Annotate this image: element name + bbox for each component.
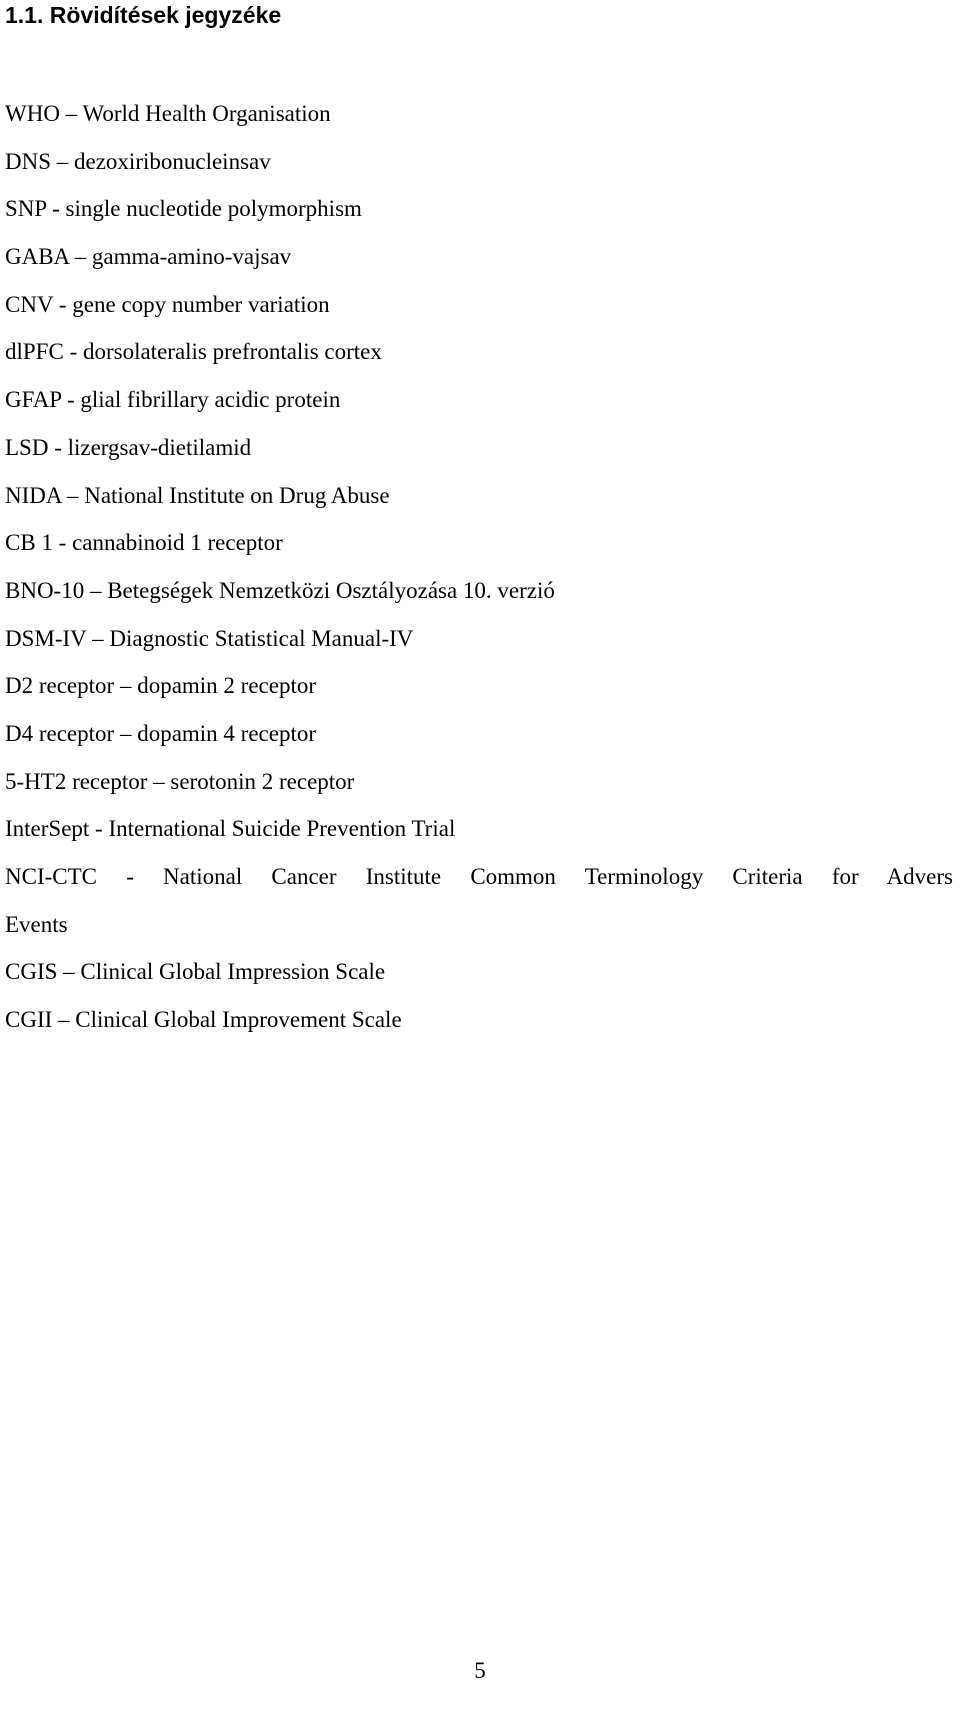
- abbreviation-item: DSM-IV – Diagnostic Statistical Manual-IV: [5, 625, 414, 651]
- abbreviation-item: LSD - lizergsav-dietilamid: [5, 434, 252, 460]
- abbreviation-item: BNO-10 – Betegségek Nemzetközi Osztályozása 10. verzió: [5, 577, 555, 603]
- abbreviation-item: CGIS – Clinical Global Impression Scale: [5, 959, 386, 985]
- abbreviation-item: dlPFC - dorsolateralis prefrontalis cortex: [5, 339, 382, 365]
- abbreviation-list: [5, 90, 953, 1044]
- abbreviation-item: D2 receptor – dopamin 2 receptor: [5, 673, 317, 699]
- abbreviation-item: D4 receptor – dopamin 4 receptor: [5, 720, 317, 746]
- abbreviation-item: DNS – dezoxiribonucleinsav: [5, 148, 271, 174]
- abbreviation-item: GFAP - glial fibrillary acidic protein: [5, 387, 341, 413]
- abbreviation-item: WHO – World Health Organisation: [5, 101, 331, 126]
- abbreviation-item: CNV - gene copy number variation: [5, 291, 330, 317]
- abbreviation-item: NCI-CTC - National Cancer Institute Common Terminology Criteria for Advers: [5, 864, 953, 889]
- page-number: 5: [474, 1658, 486, 1683]
- abbreviation-item: 5-HT2 receptor – serotonin 2 receptor: [5, 768, 355, 794]
- abbreviation-item: GABA – gamma-amino-vajsav: [5, 244, 292, 270]
- section-heading: 1.1. Rövidítések jegyzéke: [5, 2, 282, 28]
- abbreviation-item-continuation: Events: [5, 911, 68, 937]
- abbreviation-item: CB 1 - cannabinoid 1 receptor: [5, 530, 283, 556]
- abbreviation-item: NIDA – National Institute on Drug Abuse: [5, 482, 390, 508]
- abbreviation-item: InterSept - International Suicide Prevention Trial: [5, 816, 456, 842]
- abbreviation-item: SNP - single nucleotide polymorphism: [5, 196, 362, 222]
- abbreviation-item: CGII – Clinical Global Improvement Scale: [5, 1007, 402, 1033]
